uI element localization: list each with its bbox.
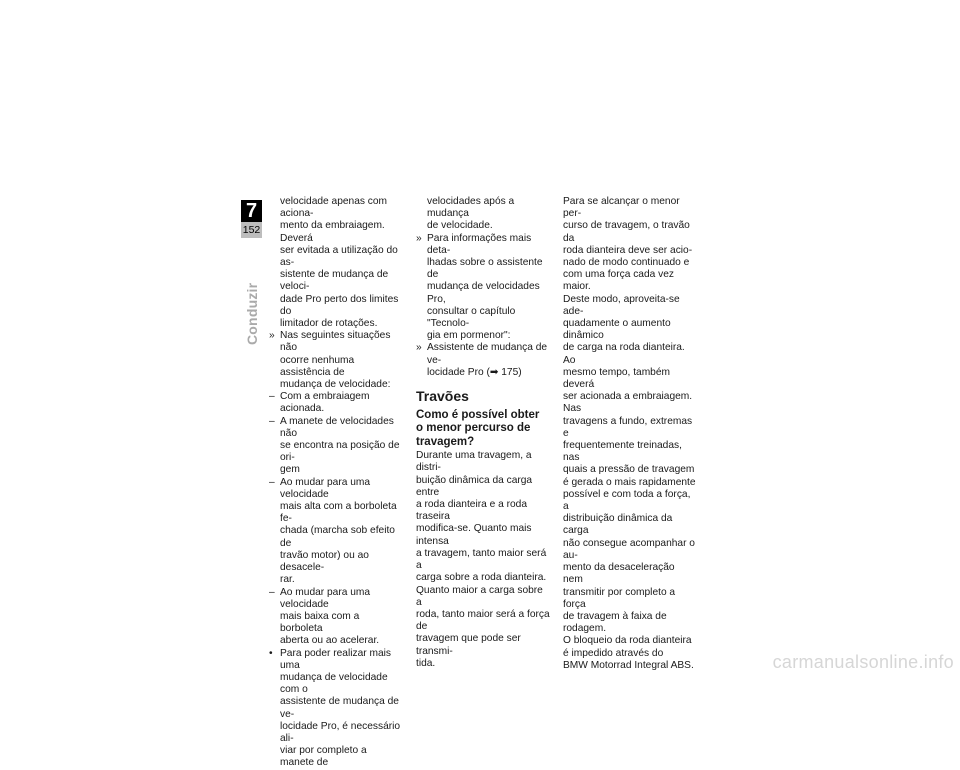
text-line: Durante uma travagem, a distri- xyxy=(416,450,532,474)
continuation-paragraph xyxy=(269,196,403,330)
watermark: carmanualsonline.info xyxy=(772,652,954,672)
text-line: consultar o capítulo "Tecnolo- xyxy=(427,305,516,330)
dash-item xyxy=(269,391,403,415)
subheading-line: o menor percurso de xyxy=(416,422,531,435)
chapter-title: Conduzir xyxy=(244,282,260,345)
text-line: é gerada o mais rapidamente xyxy=(563,476,696,488)
text-line: chada (marcha sob efeito de xyxy=(280,525,395,549)
dash-item xyxy=(269,416,403,477)
text-line: Para informações mais deta- xyxy=(427,232,532,256)
text-line: mento da desaceleração nem xyxy=(563,562,675,586)
text-line: ocorre nenhuma assistência de xyxy=(280,354,355,378)
text-line: é impedido através do xyxy=(563,647,664,659)
text-line: se encontra na posição de ori- xyxy=(280,440,400,464)
result-marker: » xyxy=(269,330,275,342)
text-line: rar. xyxy=(280,574,295,586)
text-line: Nas seguintes situações não xyxy=(280,330,391,354)
text-line: possível e com toda a força, a xyxy=(563,488,691,513)
bullet-marker: • xyxy=(269,647,273,659)
text-line: com uma força cada vez maior. xyxy=(563,269,674,293)
arrow-right-icon: ➡ xyxy=(489,366,499,378)
column-2 xyxy=(416,196,550,670)
subheading xyxy=(416,409,550,449)
text-line: gem xyxy=(280,464,300,476)
column-3 xyxy=(563,196,697,672)
continuation-paragraph xyxy=(416,196,550,233)
text-line: limitador de rotações. xyxy=(280,318,378,330)
text-line: frequentemente treinadas, nas xyxy=(563,440,682,464)
text-line: A manete de velocidades não xyxy=(280,415,394,439)
text-line: roda dianteira deve ser acio- xyxy=(563,244,693,256)
result-marker: » xyxy=(416,342,422,354)
dash-marker: – xyxy=(269,391,275,403)
text-line: Quanto maior a carga sobre a xyxy=(416,584,543,608)
text-line: de velocidade. xyxy=(427,220,493,232)
page-reference xyxy=(427,367,550,379)
text-line: transmitir por completo a força xyxy=(563,586,676,610)
dash-marker: – xyxy=(269,586,275,598)
ref-page-link[interactable]: 175) xyxy=(498,366,522,378)
text-line: aberta ou ao acelerar. xyxy=(280,635,380,647)
text-line: Para se alcançar o menor per- xyxy=(563,196,680,220)
result-item xyxy=(416,233,550,343)
subheading-line: travagem? xyxy=(416,435,475,448)
text-line: tida. xyxy=(416,657,436,669)
text-line: carga sobre a roda dianteira. xyxy=(416,572,547,584)
result-marker: » xyxy=(416,232,422,244)
text-line: modifica-se. Quanto mais intensa xyxy=(416,523,532,547)
text-line: lhadas sobre o assistente de xyxy=(427,257,543,281)
body-paragraph xyxy=(416,450,550,670)
body-paragraph xyxy=(563,196,697,672)
text-line: mesmo tempo, também deverá xyxy=(563,366,671,391)
text-line: O bloqueio da roda dianteira xyxy=(563,635,692,647)
text-line: Assistente de mudança de ve- xyxy=(427,342,548,366)
text-line: locidade Pro, é necessário ali- xyxy=(280,720,401,744)
subheading-line: Como é possível obter xyxy=(416,409,540,422)
text-line: velocidade apenas com aciona- xyxy=(280,196,388,220)
result-item xyxy=(269,330,403,391)
text-line: travão motor) ou ao desacele- xyxy=(280,549,369,574)
text-line: sistente de mudança de veloci- xyxy=(280,269,389,293)
text-line: travagens a fundo, extremas e xyxy=(563,415,693,439)
text-line: buição dinâmica da carga entre xyxy=(416,474,533,498)
text-line: ser evitada a utilização do as- xyxy=(280,244,398,269)
bullet-item xyxy=(269,648,403,770)
text-line: mudança de velocidade: xyxy=(280,379,391,391)
page-number: 152 xyxy=(242,224,261,236)
text-line: velocidades após a mudança xyxy=(427,196,515,220)
text-line: de travagem à faixa de rodagem. xyxy=(563,610,667,635)
text-line: a travagem, tanto maior será a xyxy=(416,547,547,572)
text-line: mais baixa com a borboleta xyxy=(280,610,360,635)
text-line: nado de modo continuado e xyxy=(563,257,690,269)
text-line: viar por completo a manete de xyxy=(280,745,367,769)
chapter-tab xyxy=(241,200,262,238)
dash-marker: – xyxy=(269,415,275,427)
text-line: Ao mudar para uma velocidade xyxy=(280,586,371,610)
text-line: Deste modo, aproveita-se ade- xyxy=(563,293,680,317)
text-line: mais alta com a borboleta fe- xyxy=(280,501,397,525)
result-item xyxy=(416,342,550,379)
text-line: gia em pormenor": xyxy=(427,330,511,342)
text-line: ser acionada a embraiagem. Nas xyxy=(563,391,693,415)
text-line: roda, tanto maior será a força de xyxy=(416,608,550,633)
section-heading: Travões xyxy=(416,388,469,405)
dash-item xyxy=(269,477,403,587)
text-line: mento da embraiagem. Deverá xyxy=(280,220,385,244)
dash-item xyxy=(269,587,403,648)
text-line: assistente de mudança de ve- xyxy=(280,696,399,720)
text-line: Com a embraiagem acionada. xyxy=(280,391,370,415)
text-line: a roda dianteira e a roda traseira xyxy=(416,499,528,523)
text-line: não consegue acompanhar o au- xyxy=(563,537,695,561)
text-line: quais a pressão de travagem xyxy=(563,464,695,476)
text-line: curso de travagem, o travão da xyxy=(563,220,690,244)
text-line: travagem que pode ser transmi- xyxy=(416,633,521,657)
column-1 xyxy=(269,196,403,770)
chapter-number: 7 xyxy=(241,200,262,222)
text-line: Para poder realizar mais uma xyxy=(280,647,391,671)
ref-prefix: locidade Pro ( xyxy=(427,366,490,378)
text-line: distribuição dinâmica da carga xyxy=(563,513,673,537)
text-line: mudança de velocidades Pro, xyxy=(427,281,540,305)
text-line: dade Pro perto dos limites do xyxy=(280,293,399,317)
text-line: de carga na roda dianteira. Ao xyxy=(563,342,685,366)
dash-marker: – xyxy=(269,476,275,488)
text-line: quadamente o aumento dinâmico xyxy=(563,318,671,342)
text-line: BMW Motorrad Integral ABS. xyxy=(563,659,694,671)
text-line: mudança de velocidade com o xyxy=(280,671,388,696)
text-line: Ao mudar para uma velocidade xyxy=(280,476,371,500)
